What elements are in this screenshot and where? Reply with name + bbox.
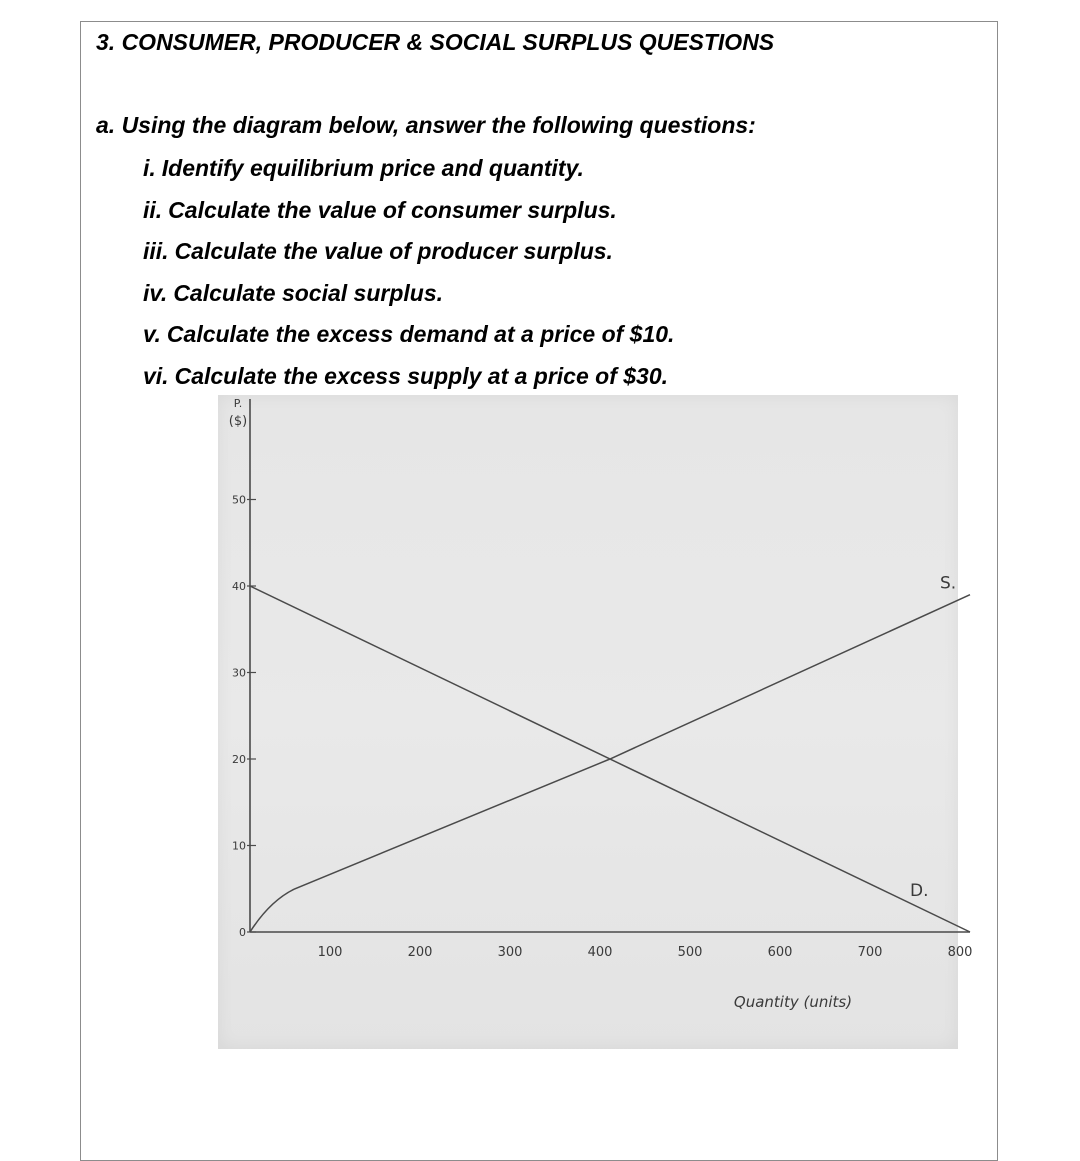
x-axis-label: Quantity (units): [733, 993, 853, 1011]
sub-question-number: ii.: [143, 196, 163, 223]
y-tick-label: 50: [232, 493, 246, 507]
sub-question-number: iv.: [143, 279, 168, 306]
y-axis-label-top: P.: [233, 397, 243, 410]
sub-question-text: Calculate the excess supply at a price of $30.: [174, 362, 669, 389]
x-tick-label: 300: [497, 945, 523, 960]
y-tick-label: 40: [232, 580, 246, 593]
sub-question-text: Identify equilibrium price and quantity.: [161, 155, 584, 181]
sub-question-text: Calculate social surplus.: [173, 279, 444, 306]
sub-question: [143, 236, 674, 278]
x-tick-label: 800: [947, 945, 973, 960]
supply-label: S.: [940, 573, 957, 594]
y-tick-label: 20: [232, 753, 246, 766]
supply-demand-chart: [218, 395, 973, 1049]
y-tick-label: 30: [232, 666, 246, 680]
sub-question: [143, 153, 674, 195]
y-axis-label: ($): [228, 414, 248, 429]
x-tick-label: 200: [407, 945, 433, 960]
sub-question: [143, 278, 674, 320]
sub-question-text: Calculate the value of producer surplus.: [174, 238, 613, 264]
sub-question-number: i.: [143, 155, 156, 181]
sub-question-text: Calculate the excess demand at a price of $10.: [166, 321, 675, 347]
sub-question-number: iii.: [143, 238, 169, 264]
y-tick-label: 10: [232, 839, 246, 853]
demand-label: D.: [910, 881, 929, 901]
sub-question-text: Calculate the value of consumer surplus.: [168, 196, 617, 223]
sub-question-number: vi.: [143, 362, 169, 389]
sub-question-number: v.: [143, 321, 161, 347]
section-title: 3. CONSUMER, PRODUCER & SOCIAL SURPLUS QUESTIONS: [96, 29, 775, 55]
sub-question-list: [143, 153, 674, 402]
supply-curve: [250, 595, 970, 932]
x-tick-label: 400: [587, 945, 613, 960]
sub-question: [143, 319, 674, 361]
x-tick-label: 600: [767, 945, 793, 960]
x-tick-label: 700: [857, 945, 883, 960]
question-intro: a. Using the diagram below, answer the following questions:: [96, 112, 756, 138]
hand-drawn-diagram-photo: [218, 395, 973, 1049]
sub-question: [143, 195, 674, 237]
y-tick-label: 0: [239, 926, 246, 939]
x-tick-label: 500: [677, 945, 703, 960]
x-tick-label: 100: [317, 945, 343, 960]
